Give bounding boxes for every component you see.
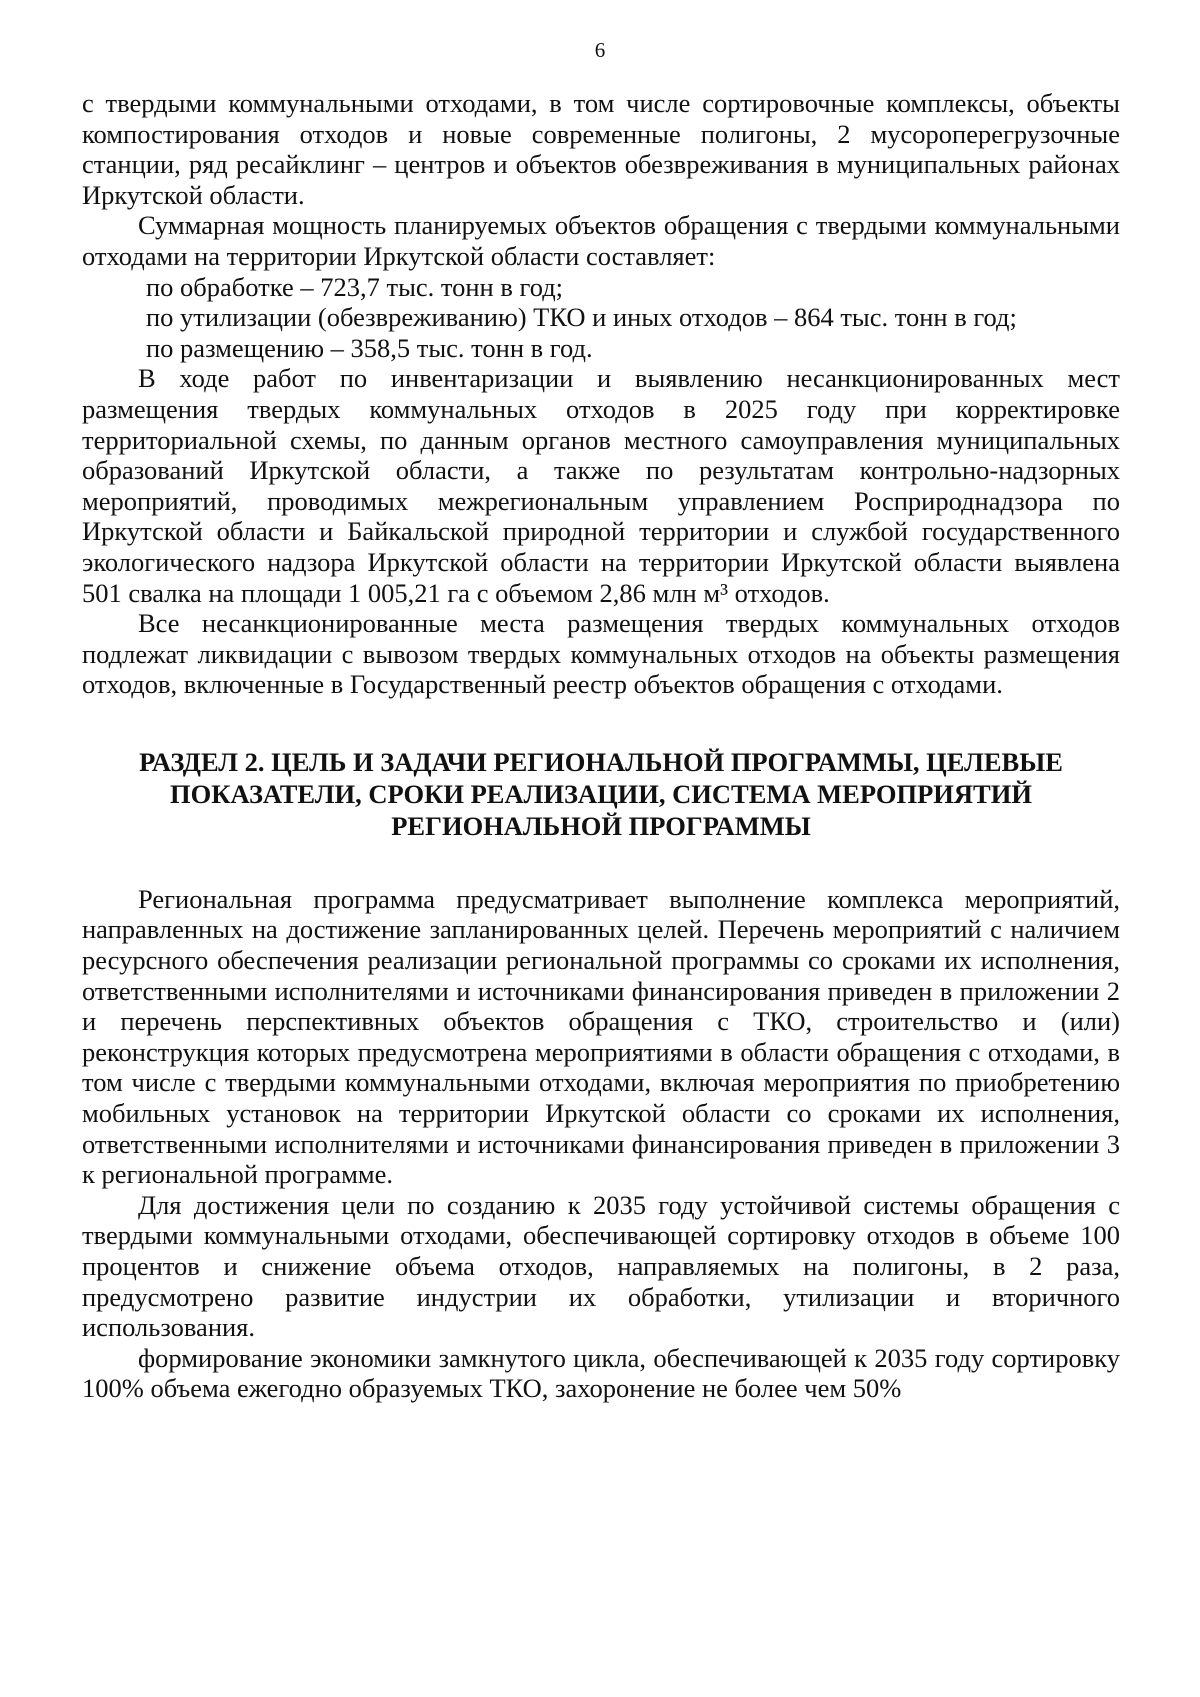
- capacity-list-item: по утилизации (обезвреживанию) ТКО и иных отходов – 864 тыс. тонн в год;: [146, 302, 1017, 333]
- section-title: РАЗДЕЛ 2. ЦЕЛЬ И ЗАДАЧИ РЕГИОНАЛЬНОЙ ПРОГРАММЫ, ЦЕЛЕВЫЕ ПОКАЗАТЕЛИ, СРОКИ РЕАЛИЗАЦИИ, СИСТЕМА МЕРОПРИЯТИЙ РЕГИОНАЛЬНОЙ ПРОГРАММЫ: [139, 746, 1063, 841]
- capacity-list-item: по размещению – 358,5 тыс. тонн в год.: [146, 332, 593, 363]
- paragraph-continuation: с твердыми коммунальными отходами, в том числе сортировочные комплексы, объекты компостирования отходов и новые современные полигоны, 2 мусороперегрузочные станции, ряд ресайклинг – центров и объектов обезвреживания в муниципальных районах Иркутской области.: [82, 88, 1120, 210]
- capacity-list-item: по обработке – 723,7 тыс. тонн в год;: [146, 271, 564, 302]
- paragraph-program-measures: Региональная программа предусматривает выполнение комплекса мероприятий, направленных на достижение запланированных целей. Перечень мероприятий с наличием ресурсного обеспечения реализации региональной программы со сроками их исполнения, ответственными исполнителями и источниками финансирования приведен в приложении 2 и перечень перспективных объектов обращения с ТКО, строительство и (или) реконструкция которых предусмотрена мероприятиями в области обращения с отходами, в том числе с твердыми коммунальными отходами, включая мероприятия по приобретению мобильных установок на территории Иркутской области со сроками их исполнения, ответственными исполнителями и источниками финансирования приведен в приложении 3 к региональной программе.: [82, 883, 1120, 1190]
- paragraph-inventory: В ходе работ по инвентаризации и выявлению несанкционированных мест размещения твердых коммунальных отходов в 2025 году при корректировке территориальной схемы, по данным органов местного самоуправления муниципальных образований Иркутской области, а также по результатам контрольно-надзорных мероприятий, проводимых межрегиональным управлением Росприроднадзора по Иркутской области и Байкальской природной территории и службой государственного экологического надзора Иркутской области на территории Иркутской области выявлена 501 свалка на площади 1 005,21 га с объемом 2,86 млн м³ отходов.: [82, 363, 1120, 608]
- capacity-list: [82, 272, 1120, 364]
- paragraph-liquidation: Все несанкционированные места размещения твердых коммунальных отходов подлежат ликвидации с вывозом твердых коммунальных отходов на объекты размещения отходов, включенные в Государственный реестр объектов обращения с отходами.: [82, 608, 1120, 700]
- paragraph-goal: Для достижения цели по созданию к 2035 году устойчивой системы обращения с твердыми коммунальными отходами, обеспечивающей сортировку отходов в объеме 100 процентов и снижение объема отходов, направляемых на полигоны, в 2 раза, предусмотрено развитие индустрии их обработки, утилизации и вторичного использования.: [82, 1189, 1120, 1343]
- document-body: [82, 88, 1120, 1404]
- page-number: 6: [594, 38, 606, 62]
- paragraph-circular-economy: формирование экономики замкнутого цикла, обеспечивающей к 2035 году сортировку 100% объема ежегодно образуемых ТКО, захоронение не более чем 50%: [82, 1342, 1120, 1404]
- paragraph-capacity-intro: Суммарная мощность планируемых объектов обращения с твердыми коммунальными отходами на территории Иркутской области составляет:: [82, 210, 1120, 271]
